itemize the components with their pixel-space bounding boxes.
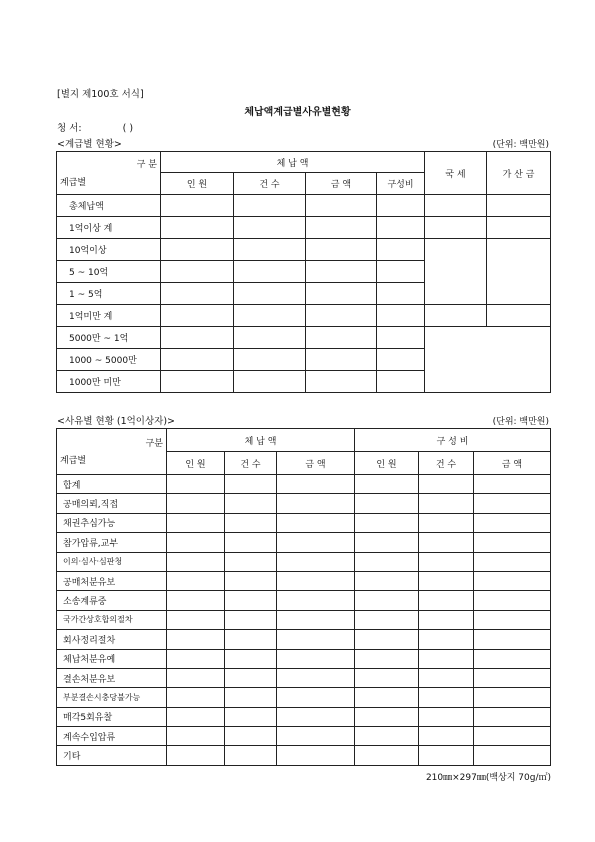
row-label: 총체납액 (57, 195, 161, 217)
data-cell[interactable] (474, 552, 551, 571)
data-cell[interactable] (474, 727, 551, 746)
table-row (57, 727, 551, 746)
section1-title: <계급별 현황> (57, 139, 122, 150)
data-cell[interactable] (277, 552, 355, 571)
data-cell[interactable] (277, 727, 355, 746)
data-cell[interactable] (306, 239, 377, 261)
data-cell[interactable] (225, 610, 277, 629)
data-cell[interactable] (355, 591, 419, 610)
row-label: 회사정리절차 (57, 630, 167, 649)
data-cell[interactable] (225, 533, 277, 552)
data-cell[interactable] (474, 571, 551, 590)
data-cell[interactable] (167, 727, 225, 746)
table-row (57, 327, 551, 349)
data-cell[interactable] (225, 727, 277, 746)
data-cell[interactable] (225, 746, 277, 765)
data-cell[interactable] (277, 513, 355, 532)
data-cell[interactable] (355, 571, 419, 590)
data-cell[interactable] (377, 305, 425, 327)
data-cell[interactable] (355, 707, 419, 726)
data-cell[interactable] (377, 371, 425, 393)
data-cell[interactable] (419, 552, 474, 571)
row-label: 합계 (57, 475, 167, 494)
data-cell[interactable] (377, 195, 425, 217)
data-cell[interactable] (377, 327, 425, 349)
data-cell[interactable] (474, 688, 551, 707)
data-cell[interactable] (167, 513, 225, 532)
table-row (57, 746, 551, 765)
data-cell[interactable] (277, 533, 355, 552)
data-cell[interactable] (474, 591, 551, 610)
data-cell[interactable] (234, 305, 306, 327)
row-label: 기타 (57, 746, 167, 765)
merged-cell[interactable] (487, 239, 551, 305)
data-cell[interactable] (425, 195, 487, 217)
data-cell[interactable] (419, 727, 474, 746)
row-label: 체납처분유예 (57, 649, 167, 668)
data-cell[interactable] (167, 591, 225, 610)
row-label: 1억이상 계 (57, 217, 161, 239)
data-cell[interactable] (225, 649, 277, 668)
row-label: 계속수입압류 (57, 727, 167, 746)
data-cell[interactable] (234, 239, 306, 261)
table1-sub-header: 구성비 (377, 173, 425, 195)
data-cell[interactable] (234, 261, 306, 283)
data-cell[interactable] (474, 475, 551, 494)
data-cell[interactable] (355, 533, 419, 552)
data-cell[interactable] (474, 610, 551, 629)
row-label: 1억미만 계 (57, 305, 161, 327)
data-cell[interactable] (234, 195, 306, 217)
data-cell[interactable] (225, 475, 277, 494)
data-cell[interactable] (277, 494, 355, 513)
merged-cell (425, 327, 551, 393)
data-cell[interactable] (225, 630, 277, 649)
data-cell[interactable] (355, 688, 419, 707)
data-cell[interactable] (419, 668, 474, 687)
table-row (57, 195, 551, 217)
data-cell[interactable] (167, 707, 225, 726)
data-cell[interactable] (225, 494, 277, 513)
row-label: 참가압류,교부 (57, 533, 167, 552)
section2-title: <사유별 현황 (1억이상자)> (57, 416, 176, 427)
data-cell[interactable] (161, 195, 234, 217)
data-cell[interactable] (167, 746, 225, 765)
table1-sub-header: 금 액 (306, 173, 377, 195)
data-cell[interactable] (277, 591, 355, 610)
data-cell[interactable] (277, 630, 355, 649)
data-cell[interactable] (419, 475, 474, 494)
data-cell[interactable] (306, 371, 377, 393)
row-label: 이의·심사·심판청 (57, 552, 167, 571)
data-cell[interactable] (167, 630, 225, 649)
section2-unit: (단위: 백만원) (492, 417, 549, 427)
data-cell[interactable] (306, 283, 377, 305)
table-row (57, 668, 551, 687)
data-cell[interactable] (225, 668, 277, 687)
data-cell[interactable] (419, 494, 474, 513)
row-label: 부분결손시충당불가능 (57, 688, 167, 707)
data-cell[interactable] (474, 533, 551, 552)
form-number: [별지 제100호 서식] (57, 89, 144, 100)
data-cell[interactable] (355, 727, 419, 746)
data-cell[interactable] (306, 349, 377, 371)
office-line (57, 120, 133, 134)
data-cell[interactable] (277, 707, 355, 726)
data-cell[interactable] (355, 552, 419, 571)
office-label: 청 서: (57, 123, 82, 134)
table-row (57, 707, 551, 726)
data-cell[interactable] (355, 494, 419, 513)
data-cell[interactable] (277, 610, 355, 629)
row-label: 채권추심가능 (57, 513, 167, 532)
table2-sub-header: 금 액 (277, 452, 355, 475)
data-cell[interactable] (487, 217, 551, 239)
table2-group2-header: 구 성 비 (355, 429, 551, 452)
data-cell[interactable] (419, 571, 474, 590)
data-cell[interactable] (167, 688, 225, 707)
data-cell[interactable] (474, 707, 551, 726)
table1-corner: 구 분 계급별 (57, 152, 161, 195)
table1-sub-header: 건 수 (234, 173, 306, 195)
table-row (57, 305, 551, 327)
data-cell[interactable] (167, 475, 225, 494)
data-cell[interactable] (355, 668, 419, 687)
table2-group1-header: 체 납 액 (167, 429, 355, 452)
table-row (57, 475, 551, 494)
data-cell[interactable] (167, 668, 225, 687)
data-cell[interactable] (234, 283, 306, 305)
table-row (57, 591, 551, 610)
table2-sub-header: 건 수 (225, 452, 277, 475)
data-cell[interactable] (167, 533, 225, 552)
row-label: 매각5회유찰 (57, 707, 167, 726)
data-cell[interactable] (377, 283, 425, 305)
data-cell[interactable] (377, 349, 425, 371)
office-name-field[interactable]: ( ) (122, 123, 134, 134)
data-cell[interactable] (167, 571, 225, 590)
data-cell[interactable] (225, 571, 277, 590)
table2-sub-header: 인 원 (355, 452, 419, 475)
table-row (57, 571, 551, 590)
data-cell[interactable] (474, 668, 551, 687)
table-row (57, 217, 551, 239)
data-cell[interactable] (419, 649, 474, 668)
data-cell[interactable] (161, 349, 234, 371)
table1-sub-header: 인 원 (161, 173, 234, 195)
data-cell[interactable] (167, 552, 225, 571)
data-cell[interactable] (167, 610, 225, 629)
data-cell[interactable] (306, 305, 377, 327)
data-cell[interactable] (419, 533, 474, 552)
data-cell[interactable] (277, 746, 355, 765)
row-label: 공매처분유보 (57, 571, 167, 590)
data-cell[interactable] (355, 630, 419, 649)
table-row (57, 688, 551, 707)
table2-sub-header: 건 수 (419, 452, 474, 475)
data-cell[interactable] (277, 475, 355, 494)
data-cell[interactable] (474, 746, 551, 765)
table1-national-tax-header: 국 세 (425, 152, 487, 195)
data-cell[interactable] (161, 327, 234, 349)
data-cell[interactable] (355, 475, 419, 494)
table-row (57, 513, 551, 532)
data-cell[interactable] (419, 591, 474, 610)
data-cell[interactable] (161, 371, 234, 393)
table-row (57, 494, 551, 513)
data-cell[interactable] (474, 630, 551, 649)
data-cell[interactable] (425, 305, 487, 327)
data-cell[interactable] (234, 217, 306, 239)
data-cell[interactable] (419, 630, 474, 649)
data-cell[interactable] (277, 668, 355, 687)
data-cell[interactable] (474, 649, 551, 668)
row-label: 5 ~ 10억 (57, 261, 161, 283)
data-cell[interactable] (419, 688, 474, 707)
data-cell[interactable] (161, 283, 234, 305)
data-cell[interactable] (306, 217, 377, 239)
data-cell[interactable] (234, 327, 306, 349)
data-cell[interactable] (167, 494, 225, 513)
data-cell[interactable] (277, 688, 355, 707)
data-cell[interactable] (474, 494, 551, 513)
data-cell[interactable] (225, 707, 277, 726)
table-row (57, 552, 551, 571)
data-cell[interactable] (306, 327, 377, 349)
row-label: 1000만 미만 (57, 371, 161, 393)
data-cell[interactable] (425, 217, 487, 239)
merged-cell[interactable] (425, 239, 487, 305)
paper-size-note: 210㎜×297㎜(백상지 70g/㎡) (425, 773, 551, 783)
data-cell[interactable] (355, 649, 419, 668)
row-label: 공매의뢰,직접 (57, 494, 167, 513)
row-label: 결손처분유보 (57, 668, 167, 687)
data-cell[interactable] (377, 217, 425, 239)
data-cell[interactable] (161, 239, 234, 261)
data-cell[interactable] (161, 217, 234, 239)
data-cell[interactable] (277, 649, 355, 668)
table-row (57, 649, 551, 668)
row-label: 1000 ~ 5000만 (57, 349, 161, 371)
data-cell[interactable] (419, 513, 474, 532)
data-cell[interactable] (419, 610, 474, 629)
data-cell[interactable] (306, 261, 377, 283)
table1-group-header: 체 납 액 (161, 152, 425, 173)
table-row (57, 630, 551, 649)
table1-penalty-header: 가 산 금 (487, 152, 551, 195)
row-label: 1 ~ 5억 (57, 283, 161, 305)
data-cell[interactable] (167, 649, 225, 668)
data-cell[interactable] (225, 688, 277, 707)
data-cell[interactable] (161, 261, 234, 283)
data-cell[interactable] (377, 261, 425, 283)
data-cell[interactable] (225, 591, 277, 610)
table-row (57, 533, 551, 552)
data-cell[interactable] (474, 513, 551, 532)
row-label: 10억이상 (57, 239, 161, 261)
table2-sub-header: 인 원 (167, 452, 225, 475)
data-cell[interactable] (355, 513, 419, 532)
row-label: 소송계류중 (57, 591, 167, 610)
document-title: 체납액계급별사유별현황 (244, 107, 351, 118)
row-label: 5000만 ~ 1억 (57, 327, 161, 349)
data-cell[interactable] (161, 305, 234, 327)
data-cell[interactable] (419, 746, 474, 765)
table-row (57, 239, 551, 261)
data-cell[interactable] (355, 610, 419, 629)
data-cell[interactable] (419, 707, 474, 726)
reason-status-table (56, 428, 551, 766)
data-cell[interactable] (234, 371, 306, 393)
data-cell[interactable] (487, 195, 551, 217)
grade-status-table (56, 151, 551, 393)
data-cell[interactable] (225, 513, 277, 532)
data-cell[interactable] (355, 746, 419, 765)
section1-unit: (단위: 백만원) (492, 140, 549, 150)
table2-corner: 구분 계급별 (57, 429, 167, 475)
data-cell[interactable] (225, 552, 277, 571)
data-cell[interactable] (234, 349, 306, 371)
table2-sub-header: 금 액 (474, 452, 551, 475)
table-row (57, 610, 551, 629)
data-cell[interactable] (377, 239, 425, 261)
row-label: 국가간상호합의절차 (57, 610, 167, 629)
data-cell[interactable] (306, 195, 377, 217)
data-cell[interactable] (487, 305, 551, 327)
data-cell[interactable] (277, 571, 355, 590)
